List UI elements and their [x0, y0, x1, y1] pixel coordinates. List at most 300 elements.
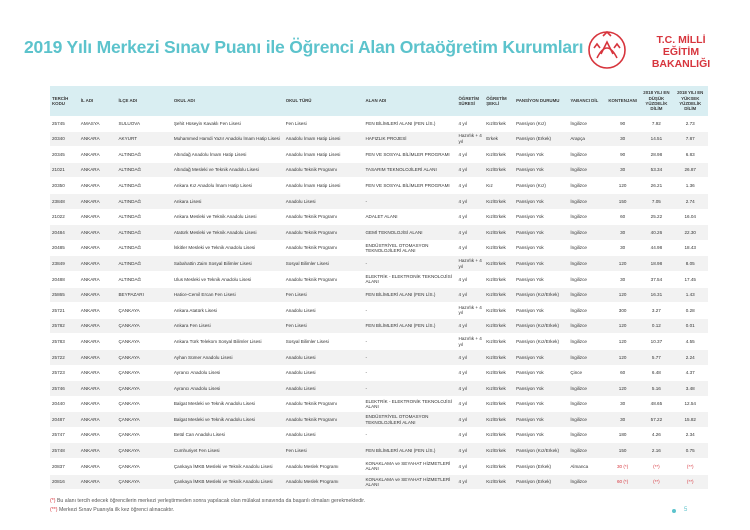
cell-ogretim-sekli: Kız/Erkek: [484, 287, 514, 303]
cell-en-dusuk: 44.98: [640, 240, 672, 256]
col-il-adi: İL ADI: [79, 86, 117, 116]
cell-okul-adi: Ayrancı Anadolu Lisesi: [172, 365, 284, 381]
cell-tercih-kodu: 20350: [50, 178, 79, 194]
cell-alan-adi: FEN BİLİMLERİ ALANI (FEN LİS.): [363, 443, 456, 459]
cell-ilce-adi: ALTINDAĞ: [116, 225, 171, 241]
cell-pansiyon-durumu: Pansiyon (Erkek): [514, 131, 568, 147]
cell-okul-adi: Betül Can Anadolu Lisesi: [172, 427, 284, 443]
table-row: [50, 147, 708, 163]
cell-alan-adi: ENDÜSTRİYEL OTOMASYON TEKNOLOJİLERİ ALANI: [363, 412, 456, 428]
cell-ogretim-suresi: 4 yıl: [457, 412, 485, 428]
cell-kontenjan: 120: [605, 318, 640, 334]
cell-kontenjan: 30: [605, 412, 640, 428]
cell-okul-turu: Anadolu Teknik Programı: [284, 412, 364, 428]
col-ogretim-suresi: ÖĞRETİM SÜRESİ: [457, 86, 485, 116]
cell-en-dusuk: 37.54: [640, 271, 672, 287]
cell-en-yuksek: 12.54: [672, 396, 708, 412]
cell-ogretim-suresi: 4 yıl: [457, 162, 485, 178]
cell-ogretim-suresi: 4 yıl: [457, 287, 485, 303]
cell-en-yuksek: 4.37: [672, 365, 708, 381]
cell-pansiyon-durumu: Pansiyon Yok: [514, 256, 568, 272]
cell-en-dusuk: 25.22: [640, 209, 672, 225]
col-en-dusuk: 2018 YILI EN DÜŞÜK YÜZDELİK DİLİM: [640, 86, 672, 116]
cell-okul-turu: Anadolu Teknik Programı: [284, 209, 364, 225]
cell-pansiyon-durumu: Pansiyon Yok: [514, 193, 568, 209]
cell-okul-adi: Altındağ Mesleki ve Teknik Anadolu Lisesi: [172, 162, 284, 178]
cell-okul-adi: Ankara Mesleki ve Teknik Anadolu Lisesi: [172, 209, 284, 225]
table-row: [50, 240, 708, 256]
cell-tercih-kodu: 25748: [50, 443, 79, 459]
cell-ogretim-sekli: Kız/Erkek: [484, 365, 514, 381]
cell-okul-adi: Ayhan Sümer Anadolu Lisesi: [172, 349, 284, 365]
cell-ilce-adi: ALTINDAĞ: [116, 209, 171, 225]
cell-il-adi: ANKARA: [79, 303, 117, 319]
cell-ilce-adi: ÇANKAYA: [116, 474, 171, 490]
col-kontenjani: KONTENJANI: [605, 86, 640, 116]
cell-ogretim-suresi: 4 yıl: [457, 427, 485, 443]
cell-en-dusuk: 2.16: [640, 443, 672, 459]
cell-en-yuksek: 18.43: [672, 240, 708, 256]
cell-ilce-adi: ÇANKAYA: [116, 381, 171, 397]
cell-alan-adi: GEMİ TEKNOLOJİSİ ALANI: [363, 225, 456, 241]
cell-yabanci-dil: İngilizce: [568, 209, 605, 225]
cell-alan-adi: FEN BİLİMLERİ ALANI (FEN LİS.): [363, 287, 456, 303]
cell-ilce-adi: ALTINDAĞ: [116, 147, 171, 163]
cell-okul-turu: Anadolu Meslek Programı: [284, 459, 364, 475]
cell-kontenjan: 180: [605, 427, 640, 443]
cell-okul-turu: Anadolu Lisesi: [284, 303, 364, 319]
cell-pansiyon-durumu: Pansiyon Yok: [514, 396, 568, 412]
cell-okul-turu: Anadolu İmam Hatip Lisesi: [284, 178, 364, 194]
cell-ogretim-sekli: Kız/Erkek: [484, 318, 514, 334]
cell-tercih-kodu: 25747: [50, 427, 79, 443]
cell-alan-adi: -: [363, 427, 456, 443]
cell-pansiyon-durumu: Pansiyon (Kız): [514, 116, 568, 131]
table-row: [50, 256, 708, 272]
table-row: [50, 365, 708, 381]
cell-ilce-adi: ÇANKAYA: [116, 427, 171, 443]
cell-tercih-kodu: 20816: [50, 474, 79, 490]
cell-il-adi: ANKARA: [79, 256, 117, 272]
cell-ogretim-sekli: Kız/Erkek: [484, 193, 514, 209]
cell-ilce-adi: ÇANKAYA: [116, 443, 171, 459]
cell-tercih-kodu: 20837: [50, 459, 79, 475]
cell-ogretim-sekli: Kız/Erkek: [484, 162, 514, 178]
cell-okul-adi: Ulus Mesleki ve Teknik Anadolu Lisesi: [172, 271, 284, 287]
cell-en-yuksek: 0.28: [672, 303, 708, 319]
cell-il-adi: ANKARA: [79, 412, 117, 428]
cell-en-dusuk: 7.92: [640, 116, 672, 131]
cell-pansiyon-durumu: Pansiyon Yok: [514, 240, 568, 256]
cell-kontenjan: 60: [605, 209, 640, 225]
cell-alan-adi: KONAKLAMA ve SEYAHAT HİZMETLERİ ALANI: [363, 474, 456, 490]
cell-kontenjan: 300: [605, 303, 640, 319]
cell-alan-adi: FEN VE SOSYAL BİLİMLER PROGRAMI: [363, 147, 456, 163]
cell-ogretim-suresi: 4 yıl: [457, 365, 485, 381]
cell-okul-turu: Fen Lisesi: [284, 443, 364, 459]
cell-tercih-kodu: 25721: [50, 303, 79, 319]
cell-il-adi: ANKARA: [79, 209, 117, 225]
cell-pansiyon-durumu: Pansiyon Yok: [514, 225, 568, 241]
cell-en-dusuk: 3.27: [640, 303, 672, 319]
cell-en-yuksek: 2.74: [672, 193, 708, 209]
table-row: [50, 474, 708, 490]
cell-ogretim-sekli: Kız/Erkek: [484, 474, 514, 490]
cell-alan-adi: -: [363, 349, 456, 365]
cell-pansiyon-durumu: Pansiyon Yok: [514, 381, 568, 397]
cell-alan-adi: HAFIZLIK PROJESİ: [363, 131, 456, 147]
ministry-logo-text: T.C. MİLLİ EĞİTİM BAKANLIĞI: [651, 34, 711, 70]
cell-okul-adi: Altındağ Anadolu İmam Hatip Lisesi: [172, 147, 284, 163]
cell-il-adi: ANKARA: [79, 334, 117, 350]
cell-okul-adi: Muhammed Hamdi Yazır Anadolu İmam Hatip Lisesi: [172, 131, 284, 147]
cell-kontenjan: 90: [605, 147, 640, 163]
cell-ogretim-sekli: Kız: [484, 178, 514, 194]
cell-ogretim-suresi: 4 yıl: [457, 209, 485, 225]
cell-kontenjan: 150: [605, 193, 640, 209]
cell-yabanci-dil: İngilizce: [568, 178, 605, 194]
cell-tercih-kodu: 23849: [50, 256, 79, 272]
cell-il-adi: ANKARA: [79, 459, 117, 475]
cell-ilce-adi: SULUOVA: [116, 116, 171, 131]
cell-ilce-adi: ÇANKAYA: [116, 334, 171, 350]
cell-kontenjan: 120: [605, 381, 640, 397]
cell-yabanci-dil: İngilizce: [568, 162, 605, 178]
cell-en-yuksek: (**): [672, 474, 708, 490]
cell-ilce-adi: ALTINDAĞ: [116, 240, 171, 256]
cell-pansiyon-durumu: Pansiyon Yok: [514, 427, 568, 443]
page-title: 2019 Yılı Merkezi Sınav Puanı ile Öğrenci Alan Ortaöğretim Kurumları: [24, 37, 584, 57]
cell-ilce-adi: ÇANKAYA: [116, 303, 171, 319]
table-row: [50, 116, 708, 131]
cell-en-dusuk: 40.26: [640, 225, 672, 241]
cell-tercih-kodu: 25782: [50, 318, 79, 334]
col-tercih-kodu: TERCİH KODU: [50, 86, 79, 116]
cell-okul-adi: Ayrancı Anadolu Lisesi: [172, 381, 284, 397]
cell-il-adi: ANKARA: [79, 287, 117, 303]
cell-en-dusuk: 48.65: [640, 396, 672, 412]
cell-ogretim-sekli: Kız/Erkek: [484, 349, 514, 365]
cell-en-yuksek: (**): [672, 459, 708, 475]
cell-ilce-adi: ALTINDAĞ: [116, 178, 171, 194]
cell-ilce-adi: ALTINDAĞ: [116, 271, 171, 287]
cell-tercih-kodu: 20484: [50, 225, 79, 241]
cell-ogretim-suresi: 4 yıl: [457, 178, 485, 194]
cell-en-dusuk: 57.22: [640, 412, 672, 428]
cell-pansiyon-durumu: Pansiyon Yok: [514, 209, 568, 225]
cell-ogretim-sekli: Kız/Erkek: [484, 412, 514, 428]
cell-tercih-kodu: 20340: [50, 131, 79, 147]
cell-alan-adi: ADALET ALANI: [363, 209, 456, 225]
cell-il-adi: ANKARA: [79, 271, 117, 287]
cell-yabanci-dil: İngilizce: [568, 474, 605, 490]
cell-ilce-adi: ALTINDAĞ: [116, 256, 171, 272]
cell-yabanci-dil: İngilizce: [568, 318, 605, 334]
cell-en-dusuk: 18.98: [640, 256, 672, 272]
cell-ogretim-suresi: 4 yıl: [457, 240, 485, 256]
cell-pansiyon-durumu: Pansiyon Yok: [514, 162, 568, 178]
cell-ogretim-sekli: Kız/Erkek: [484, 334, 514, 350]
cell-okul-adi: Ankara Türk Telekom Sosyal Bilimler Lisesi: [172, 334, 284, 350]
cell-yabanci-dil: İngilizce: [568, 349, 605, 365]
cell-en-yuksek: 17.45: [672, 271, 708, 287]
cell-tercih-kodu: 20487: [50, 412, 79, 428]
cell-tercih-kodu: 25722: [50, 349, 79, 365]
cell-il-adi: ANKARA: [79, 131, 117, 147]
cell-alan-adi: -: [363, 193, 456, 209]
cell-il-adi: ANKARA: [79, 162, 117, 178]
cell-okul-adi: Ankara Atatürk Lisesi: [172, 303, 284, 319]
cell-il-adi: AMASYA: [79, 116, 117, 131]
cell-ogretim-sekli: Kız/Erkek: [484, 225, 514, 241]
cell-en-yuksek: 4.55: [672, 334, 708, 350]
cell-ogretim-sekli: Kız/Erkek: [484, 303, 514, 319]
cell-okul-turu: Sosyal Bilimler Lisesi: [284, 334, 364, 350]
cell-en-dusuk: 5.16: [640, 381, 672, 397]
col-okul-turu: OKUL TÜRÜ: [284, 86, 364, 116]
cell-okul-turu: Anadolu Lisesi: [284, 349, 364, 365]
cell-okul-turu: Anadolu İmam Hatip Lisesi: [284, 147, 364, 163]
cell-alan-adi: -: [363, 365, 456, 381]
table-row: [50, 271, 708, 287]
cell-ilce-adi: ÇANKAYA: [116, 396, 171, 412]
cell-pansiyon-durumu: Pansiyon (Kız/Erkek): [514, 318, 568, 334]
cell-en-dusuk: 16.31: [640, 287, 672, 303]
cell-ogretim-suresi: Hazırlık + 4 yıl: [457, 256, 485, 272]
cell-en-dusuk: (**): [640, 459, 672, 475]
cell-alan-adi: ELEKTRİK - ELEKTRONİK TEKNOLOJİSİ ALANI: [363, 271, 456, 287]
cell-pansiyon-durumu: Pansiyon (Erkek): [514, 474, 568, 490]
cell-okul-adi: Şehit Hüseyin Kavaklı Fen Lisesi: [172, 116, 284, 131]
cell-ogretim-sekli: Kız/Erkek: [484, 396, 514, 412]
cell-okul-adi: Cumhuriyet Fen Lisesi: [172, 443, 284, 459]
cell-okul-turu: Anadolu Lisesi: [284, 193, 364, 209]
cell-okul-adi: İskitler Mesleki ve Teknik Anadolu Lisesi: [172, 240, 284, 256]
cell-kontenjan: 120: [605, 178, 640, 194]
cell-il-adi: ANKARA: [79, 147, 117, 163]
cell-alan-adi: -: [363, 303, 456, 319]
cell-pansiyon-durumu: Pansiyon (Kız/Erkek): [514, 443, 568, 459]
cell-okul-adi: Ankara Fen Lisesi: [172, 318, 284, 334]
table-row: [50, 303, 708, 319]
cell-il-adi: ANKARA: [79, 427, 117, 443]
cell-alan-adi: ELEKTRİK - ELEKTRONİK TEKNOLOJİSİ ALANI: [363, 396, 456, 412]
cell-en-dusuk: 28.98: [640, 147, 672, 163]
cell-tercih-kodu: 25746: [50, 381, 79, 397]
cell-tercih-kodu: 25865: [50, 287, 79, 303]
cell-kontenjan: 30: [605, 271, 640, 287]
cell-ogretim-suresi: 4 yıl: [457, 396, 485, 412]
table-row: [50, 349, 708, 365]
cell-en-yuksek: 1.43: [672, 287, 708, 303]
cell-yabanci-dil: İngilizce: [568, 412, 605, 428]
cell-yabanci-dil: İngilizce: [568, 427, 605, 443]
table-row: [50, 381, 708, 397]
cell-en-yuksek: 8.05: [672, 256, 708, 272]
cell-tercih-kodu: 25745: [50, 116, 79, 131]
cell-en-yuksek: 22.30: [672, 225, 708, 241]
cell-yabanci-dil: İngilizce: [568, 396, 605, 412]
table-row: [50, 131, 708, 147]
cell-okul-adi: Ankara Kız Anadolu İmam Hatip Lisesi: [172, 178, 284, 194]
cell-il-adi: ANKARA: [79, 443, 117, 459]
cell-okul-turu: Anadolu Lisesi: [284, 427, 364, 443]
cell-ilce-adi: ÇANKAYA: [116, 412, 171, 428]
table-row: [50, 459, 708, 475]
cell-pansiyon-durumu: Pansiyon Yok: [514, 303, 568, 319]
cell-okul-turu: Anadolu Lisesi: [284, 381, 364, 397]
cell-yabanci-dil: İngilizce: [568, 116, 605, 131]
cell-okul-turu: Sosyal Bilimler Lisesi: [284, 256, 364, 272]
cell-en-dusuk: 10.37: [640, 334, 672, 350]
col-okul-adi: OKUL ADI: [172, 86, 284, 116]
cell-kontenjan: 60: [605, 365, 640, 381]
cell-il-adi: ANKARA: [79, 178, 117, 194]
cell-yabanci-dil: İngilizce: [568, 256, 605, 272]
cell-en-yuksek: 0.75: [672, 443, 708, 459]
cell-pansiyon-durumu: Pansiyon Yok: [514, 271, 568, 287]
cell-en-yuksek: 6.83: [672, 147, 708, 163]
cell-okul-adi: Çankaya İMKB Mesleki ve Teknik Anadolu Lisesi: [172, 459, 284, 475]
cell-ogretim-suresi: 4 yıl: [457, 271, 485, 287]
table-row: [50, 334, 708, 350]
cell-en-dusuk: 5.77: [640, 349, 672, 365]
cell-ilce-adi: BEYPAZARI: [116, 287, 171, 303]
cell-kontenjan: 30: [605, 225, 640, 241]
cell-yabanci-dil: İngilizce: [568, 443, 605, 459]
cell-ogretim-sekli: Kız/Erkek: [484, 209, 514, 225]
cell-ogretim-sekli: Kız/Erkek: [484, 443, 514, 459]
cell-il-adi: ANKARA: [79, 381, 117, 397]
cell-tercih-kodu: 23848: [50, 193, 79, 209]
cell-ilce-adi: AKYURT: [116, 131, 171, 147]
cell-alan-adi: ENDÜSTRİYEL OTOMASYON TEKNOLOJİLERİ ALANI: [363, 240, 456, 256]
cell-ogretim-suresi: Hazırlık + 4 yıl: [457, 303, 485, 319]
cell-en-dusuk: 14.51: [640, 131, 672, 147]
col-ilce-adi: İLÇE ADI: [116, 86, 171, 116]
cell-okul-adi: Ankara Lisesi: [172, 193, 284, 209]
cell-en-yuksek: 2.24: [672, 349, 708, 365]
cell-en-yuksek: 0.01: [672, 318, 708, 334]
cell-yabanci-dil: İngilizce: [568, 287, 605, 303]
cell-yabanci-dil: İngilizce: [568, 271, 605, 287]
cell-en-yuksek: 2.34: [672, 427, 708, 443]
cell-il-adi: ANKARA: [79, 365, 117, 381]
cell-ogretim-sekli: Kız/Erkek: [484, 116, 514, 131]
cell-ogretim-sekli: Kız/Erkek: [484, 240, 514, 256]
cell-okul-turu: Anadolu Teknik Programı: [284, 225, 364, 241]
cell-il-adi: ANKARA: [79, 240, 117, 256]
cell-alan-adi: FEN VE SOSYAL BİLİMLER PROGRAMI: [363, 178, 456, 194]
cell-ogretim-sekli: Kız/Erkek: [484, 256, 514, 272]
cell-ogretim-suresi: 4 yıl: [457, 474, 485, 490]
col-en-yuksek: 2018 YILI EN YÜKSEK YÜZDELİK DİLİM: [672, 86, 708, 116]
cell-okul-turu: Anadolu İmam Hatip Lisesi: [284, 131, 364, 147]
schools-table: [50, 86, 708, 490]
cell-ogretim-suresi: 4 yıl: [457, 349, 485, 365]
cell-en-dusuk: 6.48: [640, 365, 672, 381]
cell-okul-turu: Anadolu Teknik Programı: [284, 396, 364, 412]
cell-okul-adi: Hatice-Cemil Ercan Fen Lisesi: [172, 287, 284, 303]
cell-ogretim-suresi: 4 yıl: [457, 225, 485, 241]
cell-kontenjan: 30 (*): [605, 459, 640, 475]
cell-tercih-kodu: 25723: [50, 365, 79, 381]
cell-ogretim-suresi: 4 yıl: [457, 443, 485, 459]
table-row: [50, 193, 708, 209]
cell-pansiyon-durumu: Pansiyon (Kız): [514, 178, 568, 194]
cell-ogretim-suresi: 4 yıl: [457, 381, 485, 397]
cell-pansiyon-durumu: Pansiyon (Kız/Erkek): [514, 334, 568, 350]
cell-okul-turu: Fen Lisesi: [284, 287, 364, 303]
col-ogretim-sekli: ÖĞRETİM ŞEKLİ: [484, 86, 514, 116]
cell-okul-turu: Anadolu Teknik Programı: [284, 240, 364, 256]
cell-ogretim-sekli: Kız/Erkek: [484, 147, 514, 163]
cell-pansiyon-durumu: Pansiyon Yok: [514, 412, 568, 428]
cell-yabanci-dil: İngilizce: [568, 303, 605, 319]
cell-kontenjan: 30: [605, 162, 640, 178]
cell-ogretim-suresi: 4 yıl: [457, 147, 485, 163]
cell-yabanci-dil: İngilizce: [568, 381, 605, 397]
cell-en-dusuk: 4.26: [640, 427, 672, 443]
cell-en-dusuk: 0.12: [640, 318, 672, 334]
cell-en-yuksek: 16.04: [672, 209, 708, 225]
cell-ilce-adi: ÇANKAYA: [116, 318, 171, 334]
cell-kontenjan: 120: [605, 334, 640, 350]
cell-ogretim-sekli: Kız/Erkek: [484, 427, 514, 443]
cell-kontenjan: 90: [605, 116, 640, 131]
table-row: [50, 396, 708, 412]
cell-alan-adi: -: [363, 381, 456, 397]
cell-ogretim-suresi: 4 yıl: [457, 459, 485, 475]
cell-yabanci-dil: İngilizce: [568, 193, 605, 209]
cell-kontenjan: 120: [605, 287, 640, 303]
cell-yabanci-dil: Çince: [568, 365, 605, 381]
cell-en-dusuk: 53.34: [640, 162, 672, 178]
cell-ilce-adi: ÇANKAYA: [116, 365, 171, 381]
cell-ilce-adi: ALTINDAĞ: [116, 162, 171, 178]
cell-ogretim-suresi: 4 yıl: [457, 193, 485, 209]
cell-il-adi: ANKARA: [79, 318, 117, 334]
table-row: [50, 443, 708, 459]
cell-yabanci-dil: İngilizce: [568, 334, 605, 350]
cell-okul-adi: Balgat Mesleki ve Teknik Anadolu Lisesi: [172, 396, 284, 412]
cell-en-dusuk: (**): [640, 474, 672, 490]
cell-pansiyon-durumu: Pansiyon (Kız/Erkek): [514, 287, 568, 303]
cell-pansiyon-durumu: Pansiyon Yok: [514, 365, 568, 381]
cell-okul-adi: Çankaya İMKB Mesleki ve Teknik Anadolu Lisesi: [172, 474, 284, 490]
cell-yabanci-dil: Almanca: [568, 459, 605, 475]
cell-il-adi: ANKARA: [79, 474, 117, 490]
table-row: [50, 287, 708, 303]
cell-okul-adi: Atatürk Mesleki ve Teknik Anadolu Lisesi: [172, 225, 284, 241]
cell-kontenjan: 30: [605, 396, 640, 412]
cell-yabanci-dil: Arapça: [568, 131, 605, 147]
table-header-row: [50, 86, 708, 116]
cell-okul-adi: Sabahattin Zaim Sosyal Bilimler Lisesi: [172, 256, 284, 272]
cell-il-adi: ANKARA: [79, 225, 117, 241]
footnote-1: (*) Bu alanı tercih edecek öğrencilerin merkezi yerleştirmeden sonra yapılacak olan mülakat sınavında da başarılı olmaları gerekmektedir.: [50, 498, 366, 504]
cell-ogretim-sekli: Kız/Erkek: [484, 271, 514, 287]
cell-alan-adi: FEN BİLİMLERİ ALANI (FEN LİS.): [363, 116, 456, 131]
cell-alan-adi: -: [363, 256, 456, 272]
cell-tercih-kodu: 25783: [50, 334, 79, 350]
cell-il-adi: ANKARA: [79, 349, 117, 365]
cell-kontenjan: 150: [605, 443, 640, 459]
cell-alan-adi: KONAKLAMA ve SEYAHAT HİZMETLERİ ALANI: [363, 459, 456, 475]
col-alan-adi: ALAN ADI: [363, 86, 456, 116]
cell-en-dusuk: 7.05: [640, 193, 672, 209]
footnote-2: (**) Merkezi Sınav Puanıyla ilk kez öğrenci alınacaktır.: [50, 507, 175, 513]
